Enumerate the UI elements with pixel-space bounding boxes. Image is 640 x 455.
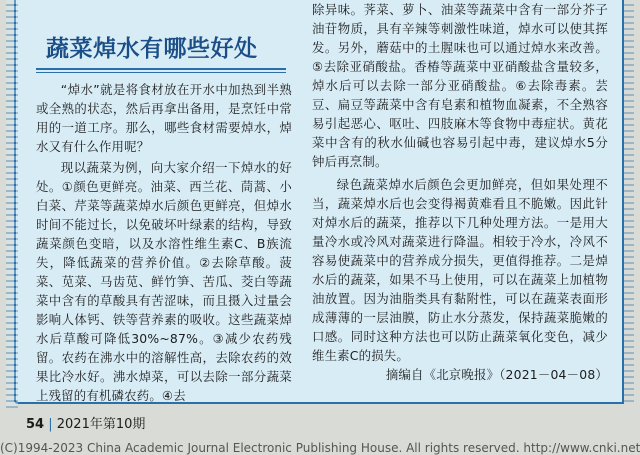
- title-divider: [36, 68, 286, 70]
- title-divider-thin: [36, 72, 286, 73]
- footer-separator: |: [48, 417, 53, 432]
- copyright-notice: (C)1994-2023 China Academic Journal Electronic Publishing House. All rights reserved. http://www.cnki.net: [0, 441, 640, 455]
- article-body-right-1: 除异味。荠菜、萝卜、油菜等蔬菜中含有一部分芥子油苷物质，具有辛辣等刺激性味道，焯水可以使其挥发。另外，蘑菇中的土腥味也可以通过焯水来改善。⑤去除亚硝酸盐。香椿等蔬菜中亚硝酸盐含量较多，焯水后可以去除一部分亚硝酸盐。⑥去除毒素。芸豆、扁豆等蔬菜中含有皂素和植物血凝素，不全熟容易引起恶心、呕吐、四肢麻木等食物中毒症状。黄花菜中含有的秋水仙碱也容易引起中毒，建议焯水5分钟后再烹制。: [312, 2, 608, 169]
- article-intro: “焯水”就是将食材放在开水中加热到半熟或全熟的状态，然后再拿出备用，是烹饪中常用的一道工序。那么，哪些食材需要焯水，焯水又有什么作用呢？: [36, 82, 292, 154]
- page-footer: [26, 413, 145, 432]
- issue-label: 2021年第10期: [56, 417, 146, 432]
- article-body-left: 现以蔬菜为例，向大家介绍一下焯水的好处。①颜色更鲜亮。油菜、西兰花、茼蒿、小白菜、芹菜等蔬菜焯水后颜色更鲜亮，但焯水时间不能过长，以免破坏叶绿素的结构，导致蔬菜颜色变暗，以及水溶性维生素C、B族流失，降低蔬菜的营养价值。②去除草酸。菠菜、苋菜、马齿苋、鲜竹笋、苦瓜、茭白等蔬菜中含有的草酸具有苦涩味，而且摄入过量会影响人体钙、铁等营养素的吸收。这些蔬菜焯水后草酸可降低30%~87%。③减少农药残留。农药在沸水中的溶解性高，去除农药的效果比冷水好。沸水焯菜，可以去除一部分蔬菜上残留的有机磷农药。④去: [36, 160, 292, 403]
- article-source: 摘编自《北京晚报》（2021－04－08）: [385, 367, 608, 382]
- page-number: 54: [26, 417, 45, 432]
- article-title: 蔬菜焯水有哪些好处: [46, 36, 258, 62]
- article-body-right-2: 绿色蔬菜焯水后颜色会更加鲜亮，但如果处理不当，蔬菜焯水后也会变得褐黄难看且不脆嫩。因此针对焯水后的蔬菜，推荐以下几种处理方法。一是用大量冷水或冷风对蔬菜进行降温。相较于冷水，冷风不容易使蔬菜中的营养成分损失，更值得推荐。二是焯水后的蔬菜，如果不马上使用，可以在蔬菜上加植物油放置。因为油脂类具有黏附性，可以在蔬菜表面形成薄薄的一层油膜，防止水分蒸发，保持蔬菜脆嫩的口感。同时这种方法也可以防止蔬菜氧化变色，减少维生素C的损失。: [312, 177, 608, 363]
